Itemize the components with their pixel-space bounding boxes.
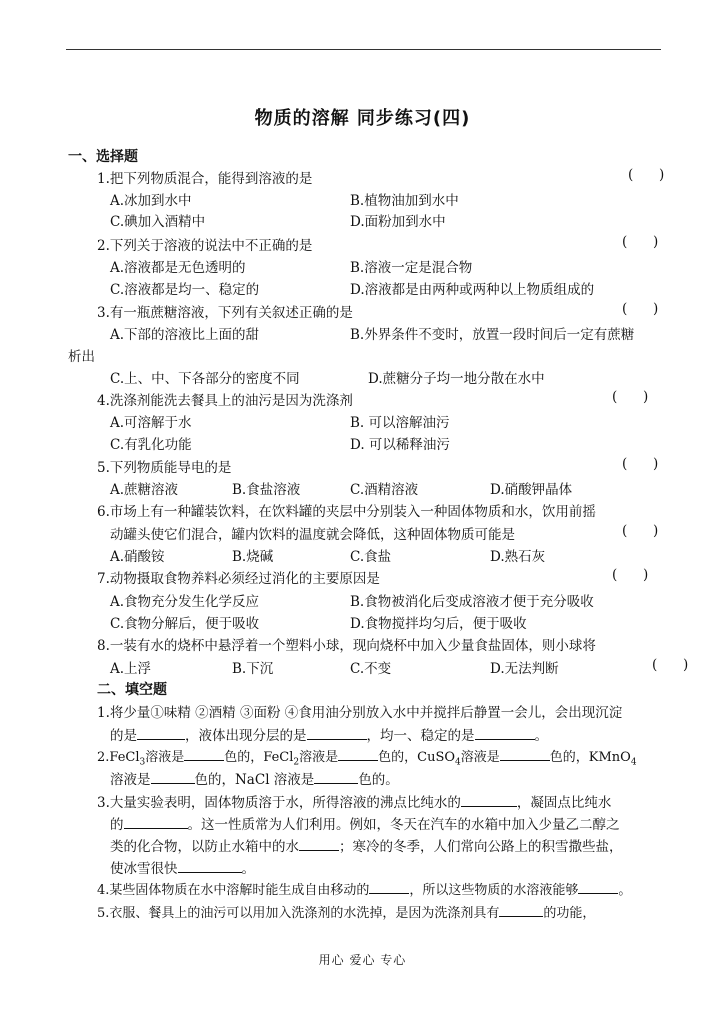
q4-option-d: D. 可以稀释油污	[350, 437, 450, 453]
f2-blank-5[interactable]	[314, 769, 358, 784]
q7-stem: 7.动物摄取食物养料必须经过消化的主要原因是	[97, 571, 380, 587]
q5-option-d: D.硝酸钾晶体	[490, 482, 573, 498]
q2-option-b: B.溶液一定是混合物	[350, 260, 473, 276]
f1-line1: 1.将少量①味精 ②酒精 ③面粉 ④食用油分别放入水中并搅拌后静置一会儿，会出现沉淀	[97, 705, 623, 721]
q2-option-a: A.溶液都是无色透明的	[110, 260, 246, 276]
f4-blank-1[interactable]	[369, 879, 409, 894]
q6-option-c: C.食盐	[350, 549, 392, 565]
f3-blank-3[interactable]	[299, 836, 339, 851]
f1-line2: 的是 ，液体出现分层的是 ，均一、稳定的是 。	[110, 724, 548, 744]
q7-answer-paren: ( )	[612, 567, 649, 583]
q4-answer-paren: ( )	[612, 389, 649, 405]
q7-option-c: C.食物分解后，便于吸收	[110, 616, 260, 632]
q7-option-d: D.食物搅拌均匀后，便于吸收	[350, 616, 527, 632]
q6-option-d: D.熟石灰	[490, 549, 546, 565]
q1-option-b: B.植物油加到水中	[350, 193, 459, 209]
q6-option-a: A.硝酸铵	[110, 549, 165, 565]
f3-blank-1[interactable]	[461, 792, 517, 807]
q3-stem: 3.有一瓶蔗糖溶液，下列有关叙述正确的是	[97, 305, 353, 321]
f2-blank-2[interactable]	[338, 746, 378, 761]
q1-option-d: D.面粉加到水中	[350, 214, 446, 230]
f2-blank-4[interactable]	[151, 769, 195, 784]
f1-blank-1[interactable]	[137, 725, 185, 740]
q6-stem-cont: 动罐头使它们混合，罐内饮料的温度就会降低，这种固体物质可能是	[110, 527, 515, 543]
q6-answer-paren: ( )	[622, 523, 659, 539]
q5-option-a: A.蔗糖溶液	[110, 482, 179, 498]
q2-option-c: C.溶液都是均一、稳定的	[110, 282, 260, 298]
f2-blank-1[interactable]	[184, 746, 224, 761]
header-rule	[66, 49, 661, 50]
q3-option-a: A.下部的溶液比上面的甜	[110, 327, 260, 343]
f1-blank-3[interactable]	[475, 725, 535, 740]
f4-blank-2[interactable]	[578, 879, 618, 894]
q8-option-c: C.不变	[350, 661, 392, 677]
q4-option-c: C.有乳化功能	[110, 437, 192, 453]
q5-answer-paren: ( )	[622, 456, 659, 472]
q4-option-a: A.可溶解于水	[110, 415, 192, 431]
q8-option-a: A.上浮	[110, 661, 152, 677]
q1-option-c: C.碘加入酒精中	[110, 214, 206, 230]
q3-answer-paren: ( )	[622, 301, 659, 317]
f3-blank-4[interactable]	[178, 858, 242, 873]
section-choice-heading: 一、选择题	[68, 149, 138, 165]
f3-line3: 类的化合物，以防止水箱中的水 ；寒冷的冬季，人们常向公路上的积雪撒些盐，	[110, 835, 623, 855]
q7-option-a: A.食物充分发生化学反应	[110, 594, 260, 610]
q7-option-b: B.食物被消化后变成溶液才便于充分吸收	[350, 594, 594, 610]
q5-stem: 5.下列物质能导电的是	[97, 460, 232, 476]
f4-line: 4.某些固体物质在水中溶解时能生成自由移动的 ，所以这些物质的水溶液能够 。	[97, 879, 631, 898]
f2-line2: 溶液是 色的，NaCl 溶液是 色的。	[110, 768, 399, 788]
q8-stem: 8.一装有水的烧杯中悬浮着一个塑料小球，现向烧杯中加入少量食盐固体，则小球将	[97, 638, 596, 654]
q8-option-b: B.下沉	[232, 661, 274, 677]
q4-option-b: B. 可以溶解油污	[350, 415, 450, 431]
q6-stem: 6.市场上有一种罐装饮料，在饮料罐的夹层中分别装入一种固体物质和水，饮用前摇	[97, 504, 596, 520]
page-title: 物质的溶解 同步练习(四)	[254, 108, 471, 129]
section-fill-heading: 二、填空题	[97, 682, 167, 698]
q3-option-b-cont: 析出	[68, 349, 95, 365]
f5-blank-1[interactable]	[499, 902, 543, 917]
q2-stem: 2.下列关于溶液的说法中不正确的是	[97, 238, 313, 254]
f3-line4: 使冰雪很快 。	[110, 857, 255, 877]
q6-option-b: B.烧碱	[232, 549, 274, 565]
q5-option-b: B.食盐溶液	[232, 482, 301, 498]
q3-option-c: C.上、中、下各部分的密度不同	[110, 371, 300, 387]
q3-option-b: B.外界条件不变时，放置一段时间后一定有蔗糖	[350, 327, 635, 343]
f5-line: 5.衣服、餐具上的油污可以用加入洗涤剂的水洗掉，是因为洗涤剂具有 的功能，	[97, 902, 595, 921]
q5-option-c: C.酒精溶液	[350, 482, 419, 498]
q2-option-d: D.溶液都是由两种或两种以上物质组成的	[350, 282, 595, 298]
q2-answer-paren: ( )	[622, 234, 659, 250]
f3-blank-2[interactable]	[124, 814, 188, 829]
q1-stem: 1.把下列物质混合，能得到溶液的是	[97, 171, 313, 187]
page-footer: 用心 爱心 专心	[318, 953, 407, 967]
f2-blank-3[interactable]	[500, 746, 550, 761]
q4-stem: 4.洗涤剂能洗去餐具上的油污是因为洗涤剂	[97, 393, 353, 409]
f3-line1: 3.大量实验表明，固体物质溶于水，所得溶液的沸点比纯水的 ，凝固点比纯水	[97, 791, 611, 811]
q1-option-a: A.冰加到水中	[110, 193, 192, 209]
f3-line2: 的 。这一性质常为人们利用。例如，冬天在汽车的水箱中加入少量乙二醇之	[110, 813, 620, 833]
f1-blank-2[interactable]	[307, 725, 367, 740]
q8-option-d: D.无法判断	[490, 661, 559, 677]
q3-option-d: D.蔗糖分子均一地分散在水中	[368, 371, 545, 387]
q8-answer-paren: ( )	[652, 657, 689, 673]
f2-line1: 2.FeCl$_3$溶液是 色的，FeCl$_2$溶液是 色的，CuSO$_4$溶液是 色的，KMnO$_4$	[97, 746, 637, 768]
q1-answer-paren: ( )	[628, 167, 665, 183]
